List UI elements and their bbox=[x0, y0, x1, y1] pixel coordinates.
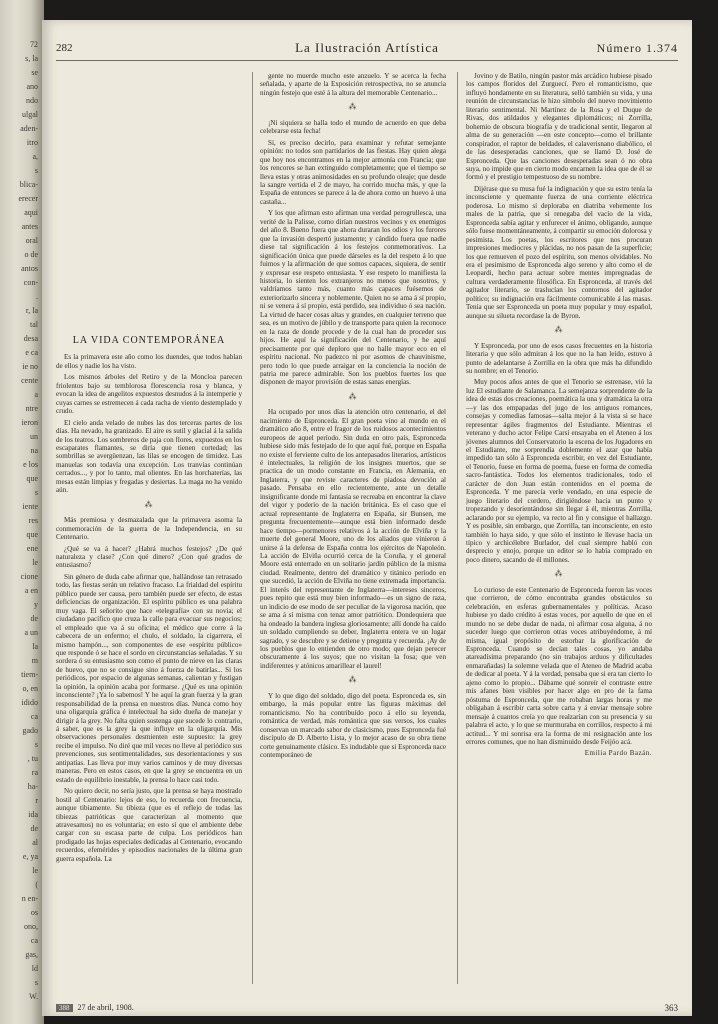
binder-text-fragment: o, en bbox=[22, 684, 38, 693]
binder-text-fragment: ld bbox=[31, 964, 38, 973]
binder-text-fragment: tiem- bbox=[21, 670, 38, 679]
section-divider: ⁂ bbox=[348, 102, 358, 112]
binder-text-fragment: ( bbox=[35, 880, 38, 889]
paragraph: Y lo que digo del soldado, digo del poeta. Espronceda es, sin embargo, la más popular entre las figuras máximas del romanticismo. No ha contribuído poco á ello su leyenda, romántica de verdad, más romántica que sus versos, los cuales conservan un marcado sabor de clasicismo, pues Espronceda fué discípulo de D. Alberto Lista, y lo mejor acaso de su obra tiene corte genuinamente clásico. Es indudable que si Espronceda nace contemporáneo de bbox=[260, 691, 446, 759]
binder-text-fragment: na bbox=[30, 446, 38, 455]
paragraph: Sin género de duda cabe afirmar que, hallándose tan retrasado todo, las fiestas serán un relativo fracaso. La frialdad del espíritu público puede ser causa, pero también puede ser efecto, de estas deficiencias de organización. El espíritu público es una palabra muy vaga. El señorito que hace «telegrafía» con su novia; el ciudadano pacífico que cruza la calle para evacuar sus negocios; el empleado que va á su oficina; el médico que corre á la cabecera de un enfermo; el chulo, el soldado, la cigarrera, el mismo hampón..., son componentes de ese «espíritu público» que responde ó se hace el sordo en circunstancias señaladas. Y su sordera ó su entusiasmo son como el punto de nieve en las claras de huevo, que no se consigue sino á fuerza de batirlas... Si los periódicos, por espacio de algunas semanas, calientan y fustigan la opinión, la opinión acaba por formarse. ¿Qué es una opinión inconsciente? ¡Ya lo sabemos! Y he aquí la gran fuerza y la gran responsabilidad de la prensa en nuestros días. Nunca como hoy una oligarquía gráfica é intelectual ha sido dueña de manejar y dirigir á la grey. No falta quien sostenga que sucede lo contrario, á saber, que es la grey la que influye en la oligarquía. Mis observaciones personales desmienten este supuesto: la grey recibe el impulso. No diré que mil veces no lleve al periódico sus prevenciones, sus sentimentalidades, sus desorientaciones y sus antipatías. Las lleva por muy varios caminos y de muy diversas maneras. Pero en estos casos, en que la grey se encuentra en un estado de equilibrio inestable, la prensa lo hace casi todo. bbox=[56, 572, 242, 784]
binder-text-fragment: o de bbox=[24, 250, 38, 259]
paragraph: Y los que afirman esto afirman una verdad perogrullesca, una verité de la Palisse, como dirían nuestros vecinos y ex enemigos del año 8. Bueno fuera que ahora duraran los odios y los furores que la invasión despertó justamente; y cándido fuera que nadie diese tal significación á los festejos conmemorativos. La significación única que puede dárseles es la del respeto á lo que fuimos y la afirmación de que somos capaces, siquiera, de sentir y expresar ese respeto entusiasta. Y ese respeto lo manifiesta la historia, lo sienten los extranjeros no menos que nosotros, y valdríamos tanto más, cuanto más capaces fuésemos de exteriorizarlo sincera y noblemente. Quien no se ama á sí propio, ni se venera á sí propio, está perdido, sea individuo ó sea nación. La virtud de hacer cosas altas y grandes, en cualquier terreno que sea, es un motivo de júbilo y de transporte para quien la reconoce en la raza de donde procede y de la cual han de proceder sus hijos. He aquí la significación del Centenario, y he aquí precisamente por qué deploro que no halle mayor eco en el espíritu nacional. No padezco ni por asomos de chauvinisme, pero todo lo que puede arraigar en la conciencia la noción de patria me parece admirable. Son los pueblos fuertes los que disponen de mayor provisión de estas sanas energías. bbox=[260, 209, 446, 387]
binder-text-fragment: W. bbox=[29, 992, 38, 1001]
binder-text-fragment: itro bbox=[26, 138, 38, 147]
binder-text-fragment: iente bbox=[22, 502, 38, 511]
binder-text-fragment: aqui bbox=[24, 208, 38, 217]
binder-text-fragment: a, bbox=[32, 152, 38, 161]
binder-text-fragment: la bbox=[32, 642, 38, 651]
binder-text-fragment: erecer bbox=[18, 194, 38, 203]
issue-date: 27 de abril, 1908. bbox=[77, 1003, 134, 1012]
section-divider: ⁂ bbox=[348, 675, 358, 685]
paragraph: Ha ocupado por unos días la atención otro centenario, el del nacimiento de Espronceda. El gran poeta vino al mundo en el dramático año 8, entre el fragor de los ruidosos acontecimientos europeos de aquel período. Sin duda en otro país, Espronceda hubiese sido más festejado de lo que aquí fué, porque en España no existe el ferviente culto de los antepasados literarios, artísticos é intelectuales, la religión de los insignes muertos, que se practica de un modo constante en Francia, en Alemania, en Inglaterra, y que reviste caracteres de piadosa devoción al pasado. Pensaba en ello recientemente, ante un detalle insignificante donde mi fantasía se recreaba en encontrar la clave del vigor y poderío de la nación británica. Es el caso que el actual representante de Inglaterra en España, sir Bunsen, me pregunta frecuentemente—aunque está bien informado desde hace tiempo—pormenores relativos á la acción de Elviña y la muerte del general Moore, uno de los aliados que vinieron á unirse á la defensa de España contra los ejércitos de Napoleón. La acción de Elviña ocurrió cerca de la Coruña, y el general Moore está enterrado en un solitario jardín público de la misma ciudad. Realmente, dentro del dramático y titánico período en que sucedió, la acción de Elviña no tiene extremada importancia. El interés del representante de Inglaterra—intereses sinceros, pues repito que está muy bien informado—es un signo de raza, un indicio de ese modo de ser peculiar de la vigorosa nación, que se ama á sí misma con tenaz amor patriótico. Dondequiera que ha ondeado la bandera inglesa gloriosamente; allí donde ha caído un soldado cumpliendo su deber, Inglaterra entera ve un lugar sagrado, y se descubre y se detiene y pregunta y recuerda. ¡Ay de los pueblos que lo entienden de otro modo; que dejan perecer obscuramente á los suyos; que no visitan la fosa; que ven indiferentes y atónicos amarillear el laurel! bbox=[260, 408, 446, 670]
column-middle bbox=[260, 72, 446, 990]
binder-text-fragment: a bbox=[34, 390, 38, 399]
binder-text-fragment: le bbox=[32, 558, 38, 567]
binder-text-fragment: que bbox=[26, 474, 38, 483]
binder-text-fragment: , tu bbox=[27, 754, 38, 763]
binder-text-fragment: s bbox=[34, 166, 38, 175]
paragraph: Dijérase que su musa fué la indignación y que su estro tenía la inconsciente y quemante fuerza de una corriente eléctrica poderosa. Lo mismo sí deploraba en diatriba vehemente los males de la patria, que si renegaba del vacío de la vida, Espronceda sabía agitar y enfurecer el ánimo, obligando, aunque sólo fuese momentáneamente, á compartir su emoción dolorosa y pesimista. Los poetas, los escritores que nos procuran impresiones mediocres y plácidas, no nos pasan de la superficie; los que remueven el pozo del espíritu, son menos olvidables. No era el pesimismo de Espronceda algo sereno y alto como el de Leopardi, hecho para actuar sobre mentes impregnadas de cultura verdaderamente filosófica. En Espronceda, al través del agitador literario, se traslucían los contornos del agitador político; su indignación era fácilmente comunicable á las masas. Tenía que ser Espronceda un poeta muy popular y muy español, aunque su silueta recordase la de Byron. bbox=[466, 184, 652, 320]
paragraph: No quiero decir, no sería justo, que la prensa se haya mostrado hostil al Centenario: lejos de eso, lo recuerda con frecuencia, aunque tibiamente. Su tibieza (que es el reflejo de todas las tibiezas patrióticas que caracterizan al momento que atravesamos) no es voluntaria; en esto sí que el ambiente debe cargar con su escasa parte de culpa. Los periódicos han prodigado las hojas especiales dedicadas al Centenario, evocando recuerdos, efemérides y episodios nacionales de la última gran guerra española. La bbox=[56, 787, 242, 863]
paragraph: Más premiosa y desmazalada que la primavera asoma la conmemoración de la guerra de la Independencia, en su Centenario. bbox=[56, 516, 242, 542]
binder-text-fragment: ida bbox=[28, 810, 38, 819]
binder-text-fragment: aden- bbox=[20, 124, 38, 133]
binder-text-fragment: tal bbox=[30, 320, 38, 329]
binder-text-fragment: e los bbox=[23, 460, 38, 469]
binder-text-fragment: gas, bbox=[25, 950, 38, 959]
binder-text-fragment: al bbox=[32, 838, 38, 847]
binder-text-fragment: a en bbox=[24, 586, 38, 595]
binder-text-fragment: s bbox=[34, 488, 38, 497]
paragraph: Los mismos árboles del Retiro y de la Moncloa parecen friolentos bajo su temblorosa florescencia rosa y blanca, y evocan la idea de angelitos expuestos desnudos á la intemperie y cuyas carnes se estremecen á cada racha de viento destemplado y crudo. bbox=[56, 373, 242, 416]
binder-text-fragment: de bbox=[30, 824, 38, 833]
binder-text-fragment: ca bbox=[30, 936, 38, 945]
binder-text-fragment: antes bbox=[21, 222, 38, 231]
binder-text-fragment: que bbox=[26, 530, 38, 539]
binder-text-fragment: ieron bbox=[21, 418, 38, 427]
binder-text-fragment: le bbox=[32, 866, 38, 875]
page-stamp: 388 bbox=[56, 1004, 73, 1012]
binder-text-fragment: un bbox=[30, 432, 38, 441]
binder-text-fragment: 72 bbox=[30, 40, 38, 49]
binder-text-fragment: cente bbox=[21, 376, 38, 385]
blank-space bbox=[56, 72, 242, 337]
binder-text-fragment: ono, bbox=[24, 922, 38, 931]
section-divider: ⁂ bbox=[348, 391, 358, 401]
binder-text-fragment: m bbox=[31, 656, 38, 665]
binder-text-fragment: y bbox=[34, 600, 38, 609]
page-number-left: 282 bbox=[56, 42, 73, 54]
binder-text-fragment: gado bbox=[22, 726, 38, 735]
binder-text-fragment: cione bbox=[20, 572, 38, 581]
section-divider: ⁂ bbox=[144, 499, 154, 509]
binder-text-fragment: r, la bbox=[25, 306, 38, 315]
binder-text-fragment: con- bbox=[23, 278, 38, 287]
binder-text-fragment: ha- bbox=[27, 782, 38, 791]
binder-text-fragment: s bbox=[34, 978, 38, 987]
binder-text-fragment: s, la bbox=[25, 54, 38, 63]
binder-text-fragment: antos bbox=[21, 264, 38, 273]
binder-text-fragment: oral bbox=[25, 236, 38, 245]
binder-text-fragment: a un bbox=[24, 628, 38, 637]
issue-number: Número 1.374 bbox=[596, 41, 678, 55]
paragraph: ¿Qué se va á hacer? ¿Habrá muchos festejos? ¿De qué naturaleza y clase? ¿Con qué dinero? ¿Con qué grados de entusiasmo? bbox=[56, 544, 242, 570]
binder-text-fragment: s bbox=[34, 740, 38, 749]
binder-text-fragment: ndo bbox=[26, 96, 38, 105]
binder-text-fragment: ra bbox=[31, 768, 38, 777]
binder-text-fragment: ulgal bbox=[22, 110, 38, 119]
page-footer bbox=[56, 1003, 678, 1015]
binder-text-fragment: de bbox=[30, 614, 38, 623]
binder-text-fragment: ca bbox=[30, 712, 38, 721]
binder-text-fragment: e, ya bbox=[22, 852, 38, 861]
binder-text-fragment: idido bbox=[21, 698, 38, 707]
binder-text-fragment: ano bbox=[26, 82, 38, 91]
paragraph: Es la primavera este año como los duendes, que todos hablan de ellos y nadie los ha visto. bbox=[56, 353, 242, 370]
paragraph: ¡Ni siquiera se halla todo el mundo de acuerdo en que deba celebrarse esta fecha! bbox=[260, 118, 446, 136]
paragraph: El cielo anda velado de nubes las dos terceras partes de los días. Ha nevado, ha granizado. El aire es sutil y glacial á la salida de los teatros. Los sombreros de paja con flores, expuestos en los escaparates flamantes, se diría que tienen cortedad; las sombrillas se avergüenzan, las lilas se encogen de timidez. Las manuelas son todavía una excepción. Los tranvías continúan cerrados..., y por lo tanto, mal olientes. En las horchaterías, las mesas están limpias y fregadas y desiertas. La maga no ha venido aún. bbox=[56, 418, 242, 495]
binder-text-fragment: blica- bbox=[19, 180, 38, 189]
binder-text-fragment: . bbox=[36, 292, 38, 301]
binder-strip bbox=[0, 0, 44, 1024]
binder-text-fragment: n en- bbox=[21, 894, 38, 903]
paragraph: Jovino y de Batilo, ningún pastor más arcádico hubiese pisado los campos floridos del Zurguecí. Pero el romanticismo, que influyó hondamente en su literatura, selló también su vida, y una reunión de circunstancias le hizo símbolo del nuevo movimiento literario sentimental. Ni Martínez de la Rosa y el Duque de Rivas, dos atildados y elegantes diplomáticos; ni Zorrilla, bohemio de obscura biografía y de tradicional sentir, llegaron al alma de su generación —en este concepto—como el brillante conspirador, el raptor de beldades, el calaverisnano diabólico, el de las desesperadas canciones, que se llamó D. José de Espronceda. Que las canciones desesperadas sean ó no obra suya, no impide que en cierto modo encarnen la idea que de él se formó y el prestigio tempestuoso de su nombre. bbox=[466, 72, 652, 182]
paragraph: Y Espronceda, por uno de esos casos frecuentes en la historia literaria y que sólo admiran á los que no la han leído, estuvo á punto de adelantarse á Zorrilla en la obra que más ha difundido su nombre; en el Tenorio. bbox=[466, 341, 652, 375]
section-title: LA VIDA CONTEMPORÁNEA bbox=[72, 335, 226, 346]
binder-text-fragment: r bbox=[35, 796, 38, 805]
page-number-right: 363 bbox=[664, 1003, 678, 1013]
paragraph: gente no muerde mucho este anzuelo. Y se acerca la fecha señalada, y aparte de la Exposición retrospectiva, no se anuncia ningún festejo que esté á la altura del memorable Centenario... bbox=[260, 72, 446, 97]
binder-text-fragment: se bbox=[31, 68, 38, 77]
column-right bbox=[466, 72, 652, 990]
binder-text-fragment: os bbox=[30, 908, 38, 917]
paragraph: Sí, es preciso decirlo, para examinar y refutar semejante opinión: no todos son partidarios de las fiestas. Hay quien alega que hoy nos encontramos en la mejor armonía con Francia; que los rencores se han extinguido completamente; que el tiempo se lleva estas y otras animosidades en su profundo oleaje; que desde la sangre vertida el 2 de mayo, ha corrido mucha más, y que la España de entonces se parece á la de ahora como un huevo á una castaña... bbox=[260, 138, 446, 206]
binder-text-fragment: ntre bbox=[25, 404, 38, 413]
column-left bbox=[56, 72, 242, 990]
binder-text-fragment: desa bbox=[23, 334, 38, 343]
paragraph: Muy pocos años antes de que el Tenorio se estrenase, vió la luz El estudiante de Salamanca. La semejanza sorprendente de la idea de estas dos creaciones, poemática la una y dramática la otra—y las dos empapadas del jugo de los antiguos romances, consejas y comedias famosas—salta mejor á la vista si se hace representar ágiles fragmentos del Estudiante. Mientras el veterano y ducho actor Felipe Carsí ensayaba en el Ateneo á los jóvenes alumnos del Conservatorio la escena de los Jugadores en el Estudiante, me sorprendía doblemente el azar que había impedido tan sólo á Espronceda escribir, en vez del Estudiante, el Tenorio, fuese en forma de poema, fuese en forma de comedia sacro-fantástica. Todos los elementos tradicionales, todo el carácter de don Juan están contenidos en el poema de Espronceda. Y me parecía verle vendado, en una especie de juego literario del cordero, dirigiéndose hacia un punto y tropezando y desorientándose sin llegar á él, mientras Zorrilla, aclarando por su ejemplo, va recto al fin y consigue el hallazgo. Y es posible, sin embargo, que Zorrilla, tan inconsciente, en esto también lo haya sido, y que sólo el instinto le llevase hacia un típico y archicélebre Burlador, del cual siempre habló con desprecio y enojo, porque un editor se lo había comprado en poco dinero, sacando de él millones. bbox=[466, 378, 652, 564]
section-divider: ⁂ bbox=[554, 325, 564, 335]
paragraph: Lo curioso de este Centenario de Espronceda fueron las voces que corrieron, de cómo encontraba grandes obstáculos su celebración, en esferas gubernamentales y políticas. Acaso hubiese yo dado crédito á estas voces, por aquello de que en el mundo no se debe dudar de nada, ni afirmar cosa alguna, á no suceder luego que corrieron otras voces atribuyéndome, á mí misma, igual propósito de estorbar la glorificación de Espronceda. Cuando se decían tales cosas, yo andaba atareadísima preparando (no sin trabajos arduos y dificultades enmarañadas) la solemne velada que el Ateneo de Madrid acaba de dedicar al poeta. Y á la verdad, pensaba que si era tan cierto lo ajeno como lo propio... Dábame qué sonreír el contraste entre mis afanes bien visibles por hacer algo en pro de la fama póstuma de Espronceda, que me robaban largas horas y me obligaban á escribir carta sobre carta y á enviar mensaje sobre mensaje á cuantos creía yo que realzarían con su presencia y su palabra el acto, y lo que se murmuraba en corrillos, respecto á mi actitud... Y mi sonrisa era la forma de mi resignación ante los errores comunes, que no han disminuido desde Feijóo acá. bbox=[466, 585, 652, 746]
author-signature: Emilia Pardo Bazán. bbox=[584, 749, 652, 758]
binder-text-fragment: e ca bbox=[25, 348, 38, 357]
binder-text-fragment: ie no bbox=[22, 362, 38, 371]
column-rule bbox=[252, 72, 253, 984]
magazine-page bbox=[42, 20, 692, 1016]
binder-text-fragment: ene bbox=[26, 544, 38, 553]
column-rule bbox=[457, 72, 458, 984]
section-divider: ⁂ bbox=[554, 569, 564, 579]
magazine-title: La Ilustración Artística bbox=[295, 40, 439, 55]
page-header bbox=[56, 38, 678, 61]
binder-text-fragment: res bbox=[28, 516, 38, 525]
